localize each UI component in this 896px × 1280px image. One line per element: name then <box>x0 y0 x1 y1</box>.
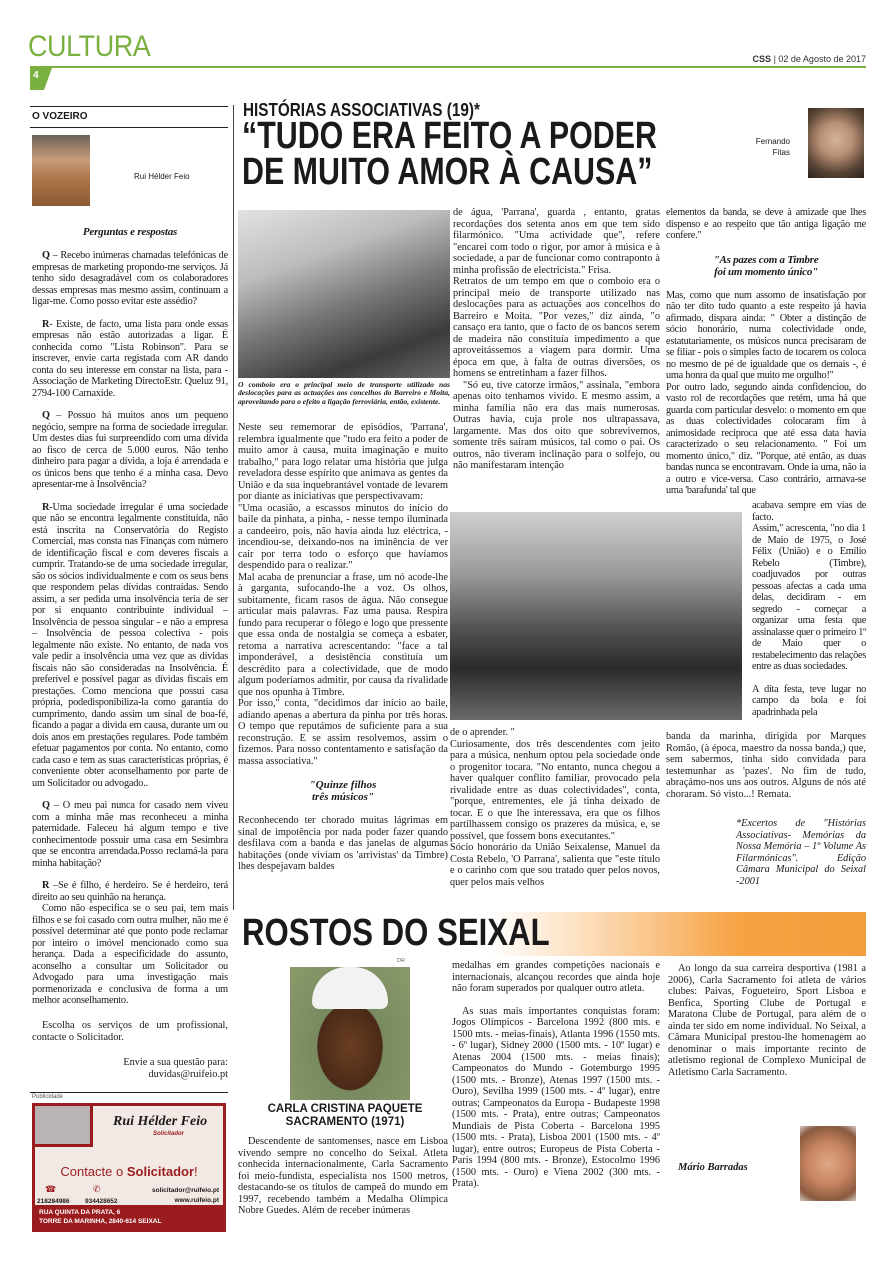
article-column-1: Neste seu rememorar de episódios, 'Parrana', relembra igualmente que "tudo era feito a poder de muito amor à causa, muita imaginação e muito trabalho," para logo relatar uma história que julga reveladora desse espírito que animava as gentes da União e da sua inquebrantável vontade de levarem por diante as iniciativas que perspectivavam: "Uma ocasião, a escassos minutos do início do baile da pinhata, a pinha, - nesse tempo iluminada a candeeiro, pois, não havia ainda luz eléctrica, - incendiou-se, deixando-nos na iminência de ver cair por terra todo o esforço que havíamos despendido para o realizar." Mal acaba de prenunciar a frase, um nó acode-lhe à garganta, sufocando-lhe a voz. Os olhos, subitamente, ficam rasos de água. Não consegue articular mais palavras. Faz uma pausa. Respira fundo para recuperar o fôlego e logo que pressente que essa onda de nostalgia se começa a esbater, retoma a narrativa acrescentando: "face a tal imponderável, a desistência constituía um descrédito para a colectividade, que de modo algum poderíamos admitir, por causa da rivalidade que nos opunha à Timbre. Por isso," conta, "decidimos dar início ao baile, adiando apenas a abertura da pinha por três horas. O tempo que reputámos de suficiente para a sua reconstrução. E se assim resolvemos, assim o fizemos. Para nosso contentamento e satisfação da massa associativa." "Quinze filhos três músicos" Reconhecendo ter chorado muitas lágrimas em sinal de impotência por nada poder fazer quando desfilava com a banda e das janelas de algumas habitações (onde viviam os 'arrivistas' da Timbre) lhes despejavam baldes <box>238 422 448 872</box>
ad-address: RUA QUINTA DA PRATA, 6 TORRE DA MARINHA, 2840-614 SEIXAL <box>35 1205 223 1229</box>
vozeiro-body <box>32 226 228 1007</box>
photo-caption: O comboio era o principal meio de transporte utilizado nas deslocações para as actuações aos concelhos do Barreiro e Moita, aproveitando para o efeito a ligação ferroviária, então, existente. <box>238 380 450 406</box>
issue-date: 02 de Agosto de 2017 <box>778 54 866 64</box>
column-divider <box>233 105 234 910</box>
contact-email[interactable]: duvidas@ruifeio.pt <box>148 1068 228 1080</box>
article-author-photo <box>808 108 864 178</box>
rostos-title: ROSTOS DO SEIXAL <box>242 912 550 954</box>
send-label: Envie a sua questão para: <box>123 1057 228 1068</box>
header-rule <box>30 66 866 68</box>
athlete-photo <box>290 967 410 1100</box>
question: Q – Possuo há muitos anos um pequeno negócio, sempre na forma de sociedade irregular. Um destes dias fui surpreendido com uma dívida ao fisco de cerca de 5.000 euros. Não tenho dinheiro para pagar a dívida, a loja é arrendada e os únicos bens que tenho é a minha casa. Devo apresentar-me à Insolvência? <box>32 410 228 490</box>
closing-text: Escolha os serviços de um profissional, contacte o Solicitador. <box>32 1020 228 1043</box>
vozeiro-bottom-rule <box>30 127 228 128</box>
phone-icon: ☎ <box>45 1184 57 1194</box>
ad-website: www.ruifeio.pt <box>174 1197 219 1204</box>
article-column-3-beside-photo: acabava sempre em vias de facto. Assim," acrescenta, "no dia 1 de Maio de 1975, o José Félix (União) e o Emílio Rebelo (Timbre), coadjuvados por outras pessoas afectas a cada uma delas, decidiram - em segredo - começar a organizar uma festa que assinalasse quer o primeiro 1º de Maio quer o restabelecimento das relações entre as duas sociedades. A dita festa, teve lugar no campo da bola e foi apadrinhada pela <box>752 500 866 718</box>
subheading: "As pazes com a Timbre foi um momento único" <box>713 253 819 278</box>
page-number: 4 <box>33 70 39 81</box>
article-column-3-lower: banda da marinha, dirigida por Marques Romão, (à época, maestro da nossa banda,) que, sem sabermos, tinha sido convidada para testemunhar as 'pazes'. No fim de tudo, abraçámo-nos uns aos outros. Alguns de nós até choraram. Só visto...! Remata. <box>666 731 866 800</box>
ad-logo-graphic <box>35 1106 93 1147</box>
question: Q – O meu pai nunca for casado nem viveu com a minha mãe mas reconheceu a minha paternidade. Faleceu há algum tempo e tive conhecimentode possuir uma casa em Sesimbra que se encontra arrendada.Posso reclamá-la para minha habitação? <box>32 800 228 869</box>
rostos-column-3: Ao longo da sua carreira desportiva (1981 a 2006), Carla Sacramento foi atleta de vários clubes: Paivas, Fogueteiro, Sport Lisboa e Benfica, Sporting Clube de Portugal e Maratona Clube de Portugal, para além de o ainda ter sido em nome individual. No Seixal, a Câmara Municipal prestou-lhe homenagem ao denominar o mais importante recinto de atletismo regional de Complexo Municipal de Atletismo Carla Sacramento. <box>668 963 866 1078</box>
ad-email: solicitador@ruifeio.pt <box>151 1187 219 1194</box>
article-column-3: elementos da banda, se deve à amizade que lhes dispenso e ao respeito que tão antiga ligação me confere." "As pazes com a Timbre foi um momento único" Mas, como que num assomo de insatisfação por não ter dito tudo quanto a este respeito já havia afirmado, dispara ainda: " Obter a distinção de sócio honorário, numa colectividade onde, estatutariamente, os músicos nunca precisaram de se filiar - pois o simples facto de tocarem os coloca no mesmo de pé de igualdade que os demais -, é uma honra da qual que muito me orgulho!" Por outro lado, segundo ainda confidenciou, do vasto rol de recordações que retém, uma há que guarda com particular desvelo: o momento em que as duas colectividades colocaram fim à animosidade reciproca que até essa data havia caracterizado o seu relacionamento. " Foi um momento único," diz. "Porque, até então, as duas bandas nunca se encontravam. Onde ia uma, não ia a outro e vice-versa. Caso contrário, armava-se uma 'barafunda' tal que <box>666 207 866 496</box>
ad-mobile: 934428652 <box>85 1198 118 1205</box>
author-name: Rui Hélder Feio <box>134 172 190 181</box>
rostos-author-photo <box>800 1126 856 1201</box>
rostos-column-2: medalhas em grandes competições nacionais e internacionais, alcançou recordes que ainda hoje não foram superados por qualquer outro atleta. As suas mais importantes conquistas foram: Jogos Olímpicos - Barcelona 1992 (800 mts. e 1500 mts. - meias-finais), Atlanta 1996 (1550 mts. - 6º lugar), Sidney 2000 (1500 mts. - 10º lugar) e Atenas 2004 (1500 mts. - meias finais); Campeonatos do Mundo - Gotemburgo 1995 (1500 mts. - Bronze), Atenas 1997 (1500 mts. - Ouro), Sevilha 1999 (1500 mts. - 4º lugar), entre outras; Campeonatos da Europa - Budapeste 1998 (1500 mts. - Prata), entre outras; Campeonatos Mundiais de Pista Coberta - Barcelona 1995 (1500 mts. - Prata), Lisboa 2001 (1500 mts. - 4º lugar), entre outros; Europeus de Pista Coberta - Paris 1994 (800 mts. - Bronze), Estocolmo 1996 (1500 mts. - Ouro) e Viena 2002 (300 mts. - Prata). <box>452 960 660 1189</box>
ad-role: Solicitador <box>153 1131 185 1137</box>
ad-label: Publicidade <box>32 1094 64 1100</box>
column-title: O VOZEIRO <box>32 111 88 122</box>
issue-info: CSS | 02 de Agosto de 2017 <box>752 54 866 64</box>
photo-credit: DR <box>397 958 405 964</box>
article-footnote: *Excertos de "Histórias Associativas- Memórias da Nossa Memória – 1º Volume As Filarmónicas". Edição Câmara Municipal do Seixal -2001 <box>736 818 866 887</box>
rostos-column-1: Descendente de santomenses, nasce em Lisboa vivendo sempre no concelho do Seixal. Atleta conhecida internacionalmente, Carla Sacramento foi meio-fundista, especialista nos 1500 metros, destacando-se os títulos de campeã do mundo em 1997, recebendo também a Medalha Olímpica Nobre Guedes. Além de receber inúmeras <box>238 1136 448 1216</box>
crowd-street-photo <box>450 512 742 720</box>
author-photo <box>32 135 90 206</box>
answer: R- Existe, de facto, uma lista para onde essas empresas não estão autorizadas a ligar. É conhecida como "Lista Robinson". Para se inscrever, envie carta registada com AR dando conta do seu interesse em constar na lista, para - Associação de Marketing DirectoEstr. Queluz 91, 2794-100 Carnaxide. <box>32 318 228 399</box>
ad-phone: 218284986 <box>37 1198 70 1205</box>
answer: R –Se é filho, é herdeiro. Se é herdeiro, terá direito ao seu quinhão na herança. <box>32 880 228 903</box>
article-author: Fernando Fitas <box>755 137 790 157</box>
question: Q – Recebo inúmeras chamadas telefónicas de empresas de marketing propondo-me serviços. Já tenho sido desagradável com os colaboradores dessas empresas mas mesmo assim, continuam a ligar-me. Como posso evitar este assédio? <box>32 250 228 307</box>
vozeiro-subtitle: Perguntas e respostas <box>82 226 178 238</box>
article-column-2: de água, 'Parrana', guarda , entanto, gratas recordações dos setenta anos em que tem sido filarmónico. "Uma actividade que", refere "encarei com todo o rigor, por amor à música e à sociedade, a par de funcionar como contraponto à minha profissão de electricista." Frisa. Retratos de um tempo em que o comboio era o principal meio de transporte utilizado nas deslocações para as actuações aos concelhos do Barreiro e Moita. "Por vezes," diz ainda, "o cansaço era tanto, que o facto de os bancos serem de madeira não constituía impedimento a que aproveitássemos a viagem para dormir. Uma época em que, à falta de outras diversões, os homens se entretinham a fazer filhos. "Só eu, tive catorze irmãos," assinala, "embora apenas oito tenhamos vivido. E mesmo assim, a minha família não era das mais numerosas. Outras havia, cuja prole nos ultrapassava, largamente. Mas dos oito que sobrevivemos, somente três saíram músicos, tal como o pai. Os outros, não tiveram inclinação para o solfejo, ou não manifestaram intenção <box>453 207 660 471</box>
advertisement[interactable] <box>32 1103 226 1232</box>
article-column-2-lower: de o aprender. " Curiosamente, dos três descendentes com jeito para a música, nenhum optou pela sociedade onde o progenitor tocara. "No entanto, nunca chegou a haver qualquer conflito familiar, provocado pela rivalidade entre as duas colectividades", conta, "porque, entrementes, ele já tinha deixado de tocar. E o que lhe interessava, era que os filhos partilhassem consigo os prazeres da música, e, se possível, que fossem bons executantes." Sócio honorário da União Seixalense, Manuel da Costa Rebelo, 'O Parrana', salienta que "este título e o carinho com que sou tratado quer pelos novos, quer pelos mais velhos <box>450 727 660 888</box>
mobile-icon: ✆ <box>93 1184 101 1194</box>
train-bridge-photo <box>238 210 450 378</box>
section-title: CULTURA <box>28 30 151 63</box>
vozeiro-closing-block <box>32 1020 228 1080</box>
article-kicker: HISTÓRIAS ASSOCIATIVAS (19)* <box>243 100 480 120</box>
ad-slogan: Contacte o Solicitador! <box>60 1164 198 1179</box>
vozeiro-top-rule <box>30 106 228 107</box>
answer: R-Uma sociedade irregular é uma sociedade que não se encontra legalmente constituída, não está inscrita na Conservatória do Registo Comercial, mas consta nas Finanças com número de identificação fiscal e com deveres fiscais a cumprir. Tratando-se de uma sociedade irregular, são os sócios individualmente e com os seus bens que respondem pelas dívidas contraídas. Sendo assim, a ser pedida uma insolvência teria de ser por si enquanto contribuinte individual – Insolvência de pessoa singular - e não a empresa – Insolvência de pessoa colectiva - pois legalmente não existe. No entanto, de nada vos vale pedir a insolvência uma vez que as dívidas fiscais não são consideradas na Insolvência. É preferível e possível pagar as dívidas fiscais em prestações. Como menciona que possui casa própria, podedisponibiliza-la como garantia do cumprimento, dando assim um sinal de boa-fé, ficando a pagar a divida em causa, durante um ou dois anos em prestações regulares. Pode também efetuar pagamentos por conta. No entanto, como cada caso e tem as suas características próprias, é conveniente obter aconselhamento por parte de um Solicitador ou advogado.. <box>32 501 228 789</box>
ad-name: Rui Hélder Feio <box>113 1114 208 1129</box>
publication-name: CSS <box>752 54 772 64</box>
subheading: "Quinze filhos três músicos" <box>309 779 377 803</box>
athlete-name: CARLA CRISTINA PAQUETE SACRAMENTO (1971) <box>267 1103 423 1128</box>
article-headline: “TUDO ERA FEITO A PODER DE MUITO AMOR À CAUSA” <box>242 115 657 193</box>
answer-continued: Como não especifica se o seu pai, tem mais filhos e se foi casado com outra mulher, não me é possível determinar até que ponto pode reclamar por inteiro o imóvel mencionado como sua herança. Dada a especificidade do assunto, aconselho a consultar um Solicitador ou Advogado para uma investigação mais pormenorizada e conclusiva de forma a um melhor aconselhamento. <box>32 903 228 1006</box>
rostos-author: Mário Barradas <box>678 1162 748 1173</box>
ad-rule <box>30 1092 228 1093</box>
